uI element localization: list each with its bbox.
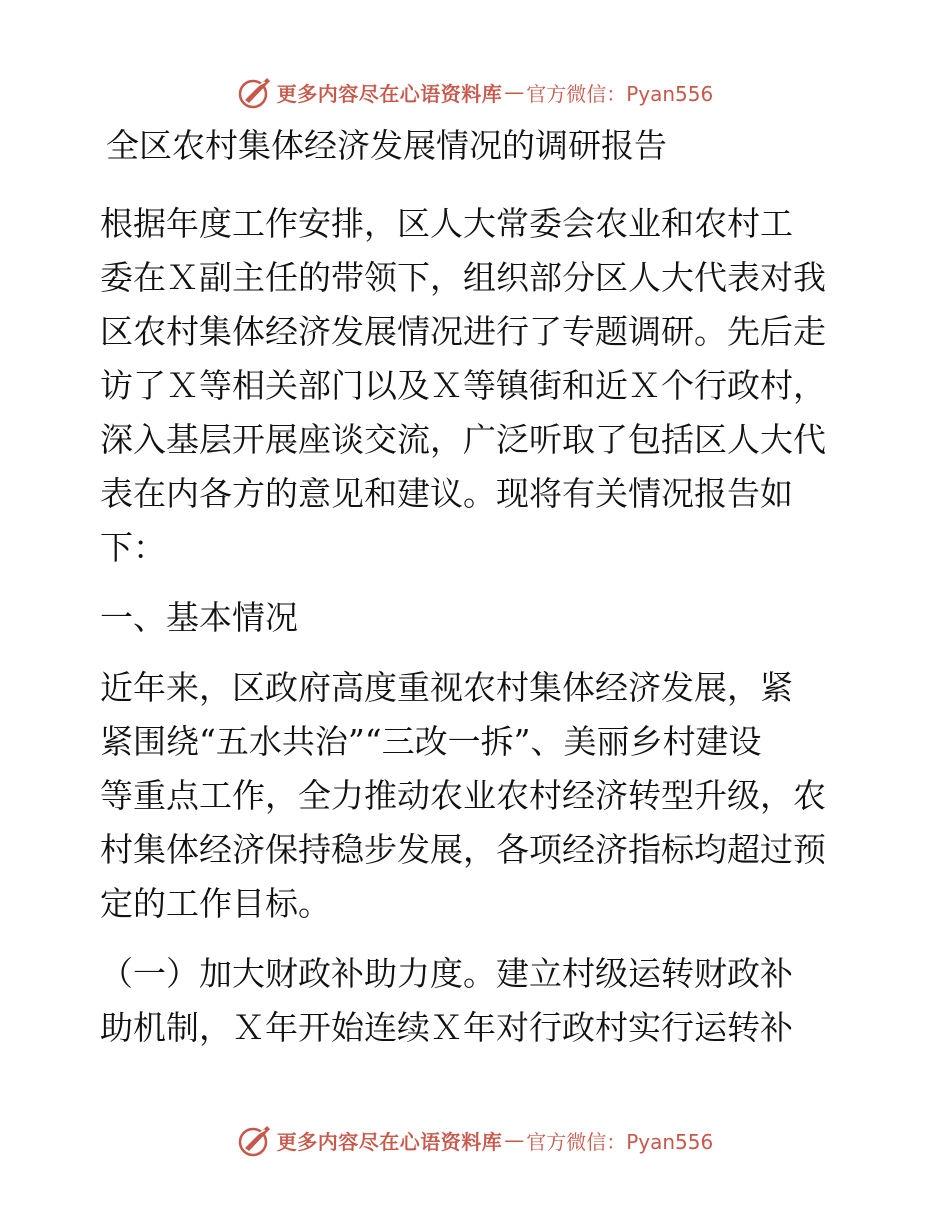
quill-logo-icon	[237, 1122, 273, 1158]
paragraph-line: 区农村集体经济发展情况进行了专题调研。先后走	[100, 312, 826, 351]
section1-paragraph	[100, 666, 860, 926]
section-heading-block	[100, 596, 860, 640]
paragraph-line: 等重点工作，全力推动农业农村经济转型升级，农	[100, 776, 826, 815]
paragraph-line: 委在Ｘ副主任的带领下，组织部分区人大代表对我	[100, 258, 826, 297]
intro-paragraph	[100, 202, 860, 570]
watermark-separator: —	[504, 80, 525, 104]
paragraph-line: 紧围绕“五水共治”“三改一拆”、美丽乡村建设	[100, 722, 762, 761]
paragraph-line: 下：	[100, 528, 166, 567]
paragraph-line: （一）加大财政补助力度。建立村级运转财政补	[100, 954, 793, 993]
document-body	[100, 124, 860, 1060]
paragraph-line: 表在内各方的意见和建议。现将有关情况报告如	[100, 474, 793, 513]
watermark-text: 更多内容尽在心语资料库	[276, 81, 503, 106]
footer-watermark	[0, 1120, 950, 1160]
document-title: 全区农村集体经济发展情况的调研报告	[106, 126, 667, 165]
quill-logo-icon	[237, 74, 273, 110]
paragraph-line: 深入基层开展座谈交流，广泛听取了包括区人大代	[100, 420, 826, 459]
subsection1-paragraph	[100, 952, 860, 1050]
watermark-text: 更多内容尽在心语资料库	[276, 1129, 503, 1154]
paragraph-line: 近年来，区政府高度重视农村集体经济发展，紧	[100, 668, 793, 707]
paragraph-line: 定的工作目标。	[100, 884, 331, 923]
watermark-account: 官方微信：Pyan556	[526, 1129, 714, 1154]
header-watermark	[0, 72, 950, 112]
paragraph-line: 助机制，Ｘ年开始连续Ｘ年对行政村实行运转补	[100, 1008, 793, 1047]
section-heading: 一、基本情况	[100, 598, 298, 637]
paragraph-line: 村集体经济保持稳步发展，各项经济指标均超过预	[100, 830, 826, 869]
paragraph-line: 根据年度工作安排，区人大常委会农业和农村工	[100, 204, 793, 243]
watermark-account: 官方微信：Pyan556	[526, 81, 714, 106]
watermark-separator: —	[504, 1128, 525, 1152]
paragraph-line: 访了Ｘ等相关部门以及Ｘ等镇街和近Ｘ个行政村，	[100, 366, 826, 405]
